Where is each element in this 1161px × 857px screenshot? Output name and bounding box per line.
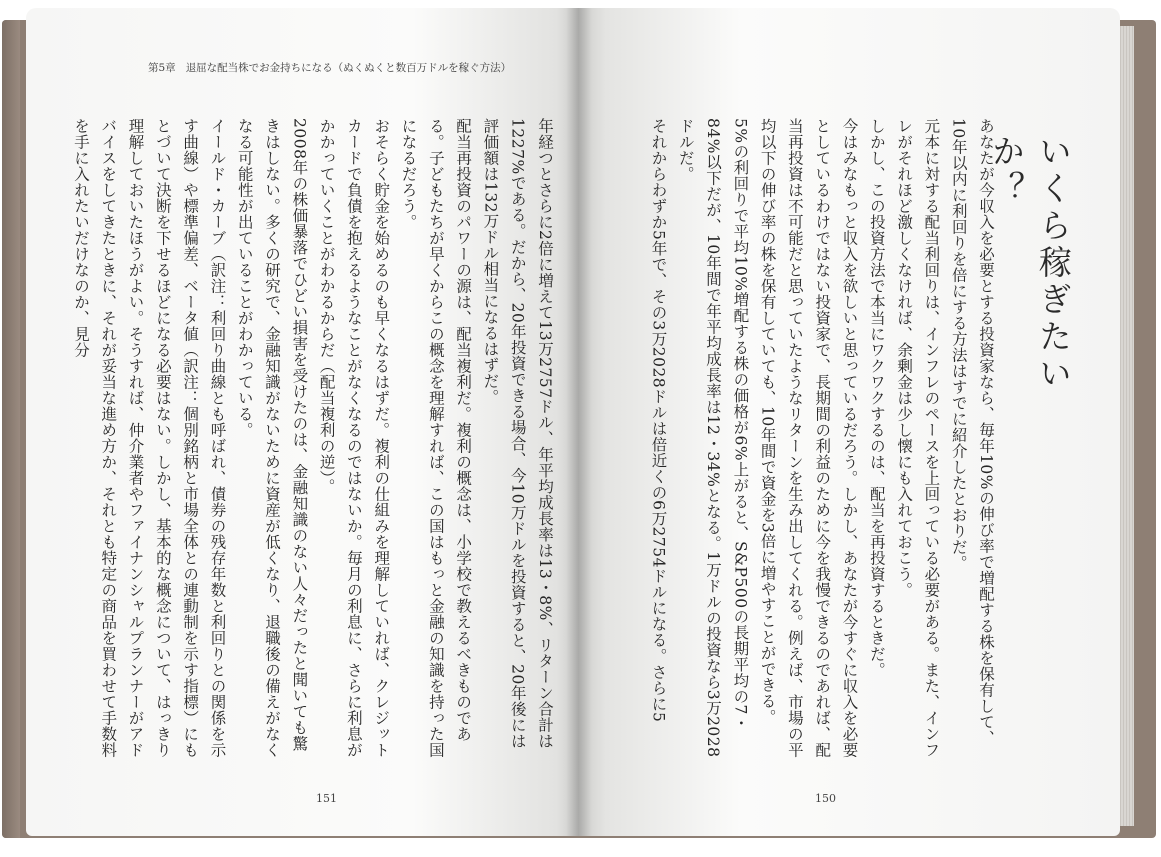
running-head-chapter: 第5章 (148, 62, 176, 74)
chapter-title: いくら稼ぎたいか？ (987, 134, 1073, 393)
running-head (148, 60, 548, 80)
left-page-body: 年経つとさらに2倍に増えて13万2757ドル、年平均成長率は13・8%、リターン合計は1227%である。だから、20年投資できる場合、今10万ドルを投資すると、20年後には評価額は132万ドル相当になるはずだ。 配当再投資のパワーの源は、配当複利だ。複利の概念は、小学校で教えるべきものである。子どもたちが早くからこの概念を理解すれば、この国はもっと金融の知識を持った国になるだろう。 おそらく貯金を始めるのも早くなるはずだ。複利の仕組みを理解していれば、クレジットカードで負債を抱えるようなことがなくなるのではないか。毎月の利息に、さらに利息がかかっていくことがわかるからだ（配当複利の逆）。 2008年の株価暴落でひどい損害を受けたのは、金融知識のない人々だったと聞いても驚きはしない。多くの研究で、金融知識がないために資産が低くなり、退職後の備えがなくなる可能性が出ていることがわかっている。 イールド・カーブ（訳注：利回り曲線とも呼ばれ、債券の残存年数と利回りとの関係を示す曲線）や標準偏差、ベータ値（訳注：個別銘柄と市場全体との連動制を示す指標）にもとづいて決断を下せるほどになる必要はない。しかし、基本的な概念について、はっきり理解しておいたほうがよい。そうすれば、仲介業者やファイナンシャルプランナーがアドバイスをしてきたときに、それが妥当な進め方か、それとも特定の商品を買わせて手数料を手に入れたいだけなのか、見分 (71, 118, 554, 758)
page-number-left: 151 (316, 792, 337, 805)
running-head-title: 退屈な配当株でお金持ちになる（ぬくぬくと数百万ドルを稼ぐ方法） (185, 62, 512, 74)
right-page (579, 8, 1120, 836)
left-page (26, 8, 579, 836)
right-page-body: あなたが今収入を必要とする投資家なら、毎年10%の伸び率で増配する株を保有して、10年以内に利回りを倍にする方法はすでに紹介したとおりだ。 元本に対する配当利回りは、インフレのペースを上回っている必要がある。また、インフレがそれほど激しくなければ、余剰金は少し懐にも入れておこう。 しかし、この投資方法で本当にワクワクするのは、配当を再投資するときだ。 今はみなもっと収入を欲しいと思っているだろう。しかし、あなたが今すぐに収入を必要としているわけではない投資家で、長期間の利益のために今を我慢できるのであれば、配当再投資は不可能だと思っていたようなリターンを生み出してくれる。例えば、市場の平均以下の伸び率の株を保有していても、10年間で資金を3倍に増やすことができる。 5%の利回りで平均10%増配する株の価格が6%上がると、S&P500の長期平均の7・84%以下だが、10年間で年平均成長率は12・34%となる。1万ドルの投資なら3万2028ドルだ。 それからわずか5年で、その3万2028ドルは倍近くの6万2754ドルになる。さらに5 (649, 118, 995, 758)
book-gutter (566, 8, 592, 836)
page-number-right: 150 (815, 792, 836, 805)
book-cover-edge (2, 20, 20, 838)
page-stack-edge (1118, 26, 1134, 826)
